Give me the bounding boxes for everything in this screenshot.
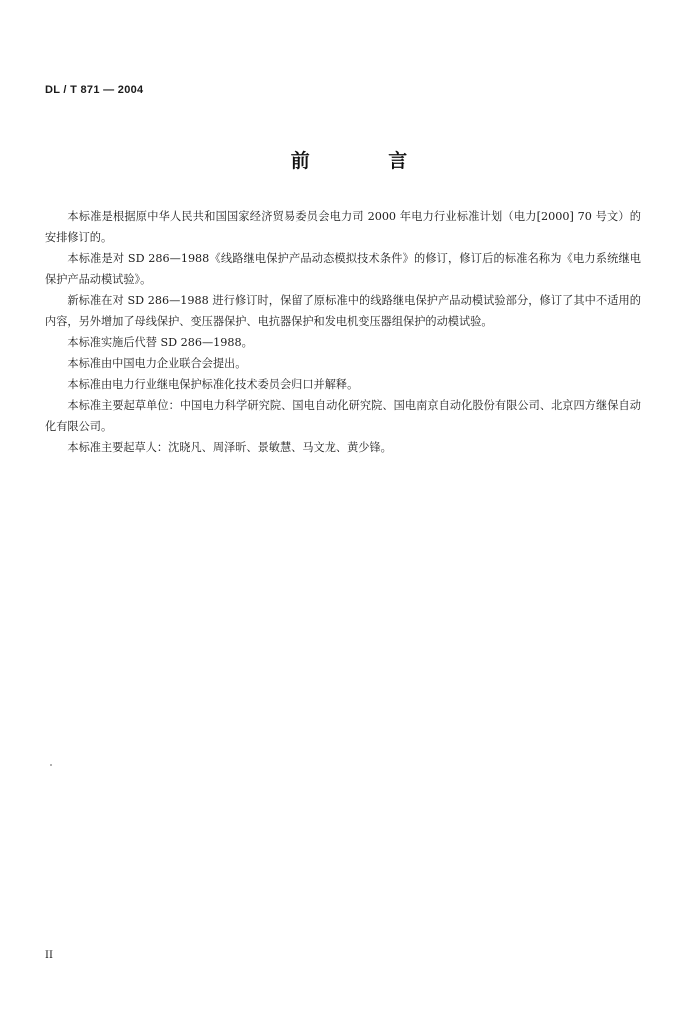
foreword-body xyxy=(45,206,641,458)
standard-code: DL / T 871 — 2004 xyxy=(45,84,144,96)
page-number: II xyxy=(45,950,53,961)
paragraph-drafting-units: 本标准主要起草单位：中国电力科学研究院、国电自动化研究院、国电南京自动化股份有限公司、北京四方继保自动化有限公司。 xyxy=(45,399,641,433)
paragraph-interpretation: 本标准由电力行业继电保护标准化技术委员会归口并解释。 xyxy=(67,378,359,391)
paragraph-replacement: 本标准实施后代替 SD 286—1988。 xyxy=(67,336,253,349)
paragraph-drafters: 本标准主要起草人：沈晓凡、周泽昕、景敏慧、马文龙、黄少锋。 xyxy=(67,441,392,454)
paragraph-basis: 本标准是根据原中华人民共和国国家经济贸易委员会电力司 2000 年电力行业标准计划（电力[2000] 70 号文）的安排修订的。 xyxy=(45,210,641,244)
paragraph-changes: 新标准在对 SD 286—1988 进行修订时，保留了原标准中的线路继电保护产品动模试验部分，修订了其中不适用的内容，另外增加了母线保护、变压器保护、电抗器保护和发电机变压器组保护的动模试验。 xyxy=(45,294,641,328)
scan-speck xyxy=(50,764,52,766)
paragraph-revision: 本标准是对 SD 286—1988《线路继电保护产品动态模拟技术条件》的修订，修订后的标准名称为《电力系统继电保护产品动模试验》。 xyxy=(45,252,641,286)
paragraph-proposer: 本标准由中国电力企业联合会提出。 xyxy=(67,357,247,370)
page-title: 前 言 xyxy=(290,150,444,172)
